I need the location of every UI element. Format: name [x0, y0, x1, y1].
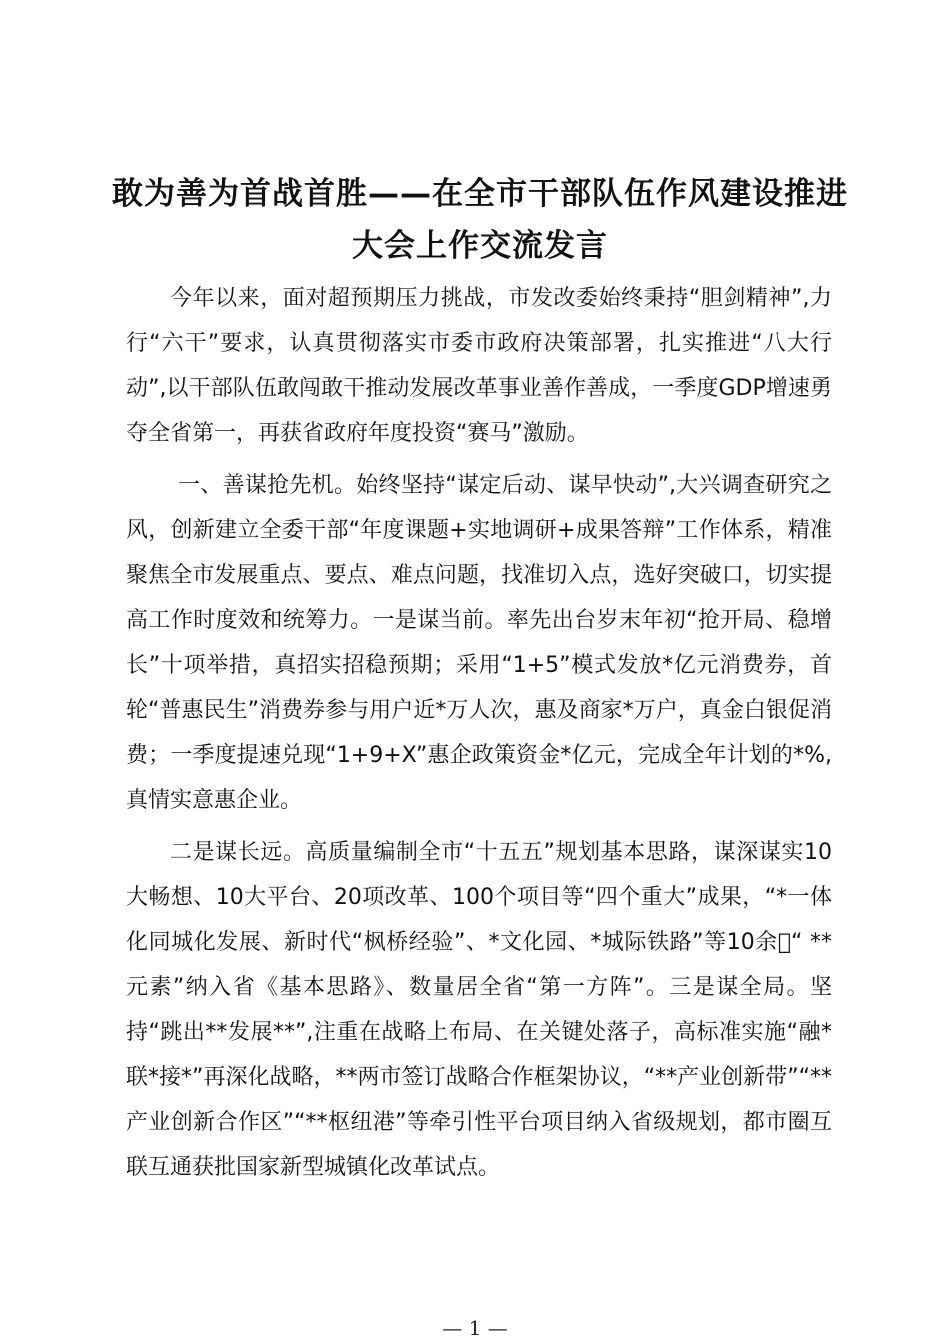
intro-paragraph: 今年以来，面对超预期压力挑战，市发改委始终秉持“胆剑精神”,力行“六干”要求，认真贯彻落实市委市政府决策部署，扎实推进“八大行动”,以干部队伍敢闯敢干推动发展改革事业善作善成，一季度GDP增速勇夺全省第一，再获省政府年度投资“赛马”激励。 [126, 286, 832, 446]
section-one-paragraph: 一、善谋抢先机。始终坚持“谋定后动、谋早快动”,大兴调查研究之风，创新建立全委干部“年度课题+实地调研+成果答辩”工作体系，精准聚焦全市发展重点、要点、难点问题，找准切入点，选好突破口，切实提高工作时度效和统筹力。一是谋当前。率先出台岁末年初“抢开局、稳增长”十项举措，真招实招稳预期；采用“1+5”模式发放*亿元消费券，首轮“普惠民生”消费券参与用户近*万人次，惠及商家*万户，真金白银促消费；一季度提速兑现“1+9+X”惠企政策资金*亿元，完成全年计划的*%,真情实意惠企业。 [126, 473, 832, 813]
long-term-paragraph: 二是谋长远。高质量编制全市“十五五”规划基本思路，谋深谋实10大畅想、10大平台、20项改革、100个项目等“四个重大”成果，“*一体化同城化发展、新时代“枫桥经验”、*文化园、*城际铁路”等10余 “ **元素”纳入省《基本思路》、数量居全省“第一方阵”。三是谋全局。坚持“跳出**发展**”,注重在战略上布局、在关键处落子，高标准实施“融*联*接*”再深化战略，**两市签订战略合作框架协议，“**产业创新带”“**产业创新合作区”“**枢纽港”等牵引性平台项目纳入省级规划，都市圈互联互通获批国家新型城镇化改革试点。 [126, 840, 832, 1180]
page-number: — 1 — [442, 1316, 508, 1340]
document-body [126, 276, 832, 1190]
document-title: 敢为善为首战首胜——在全市干部队伍作风建设推进大会上作交流发言 [112, 176, 848, 264]
